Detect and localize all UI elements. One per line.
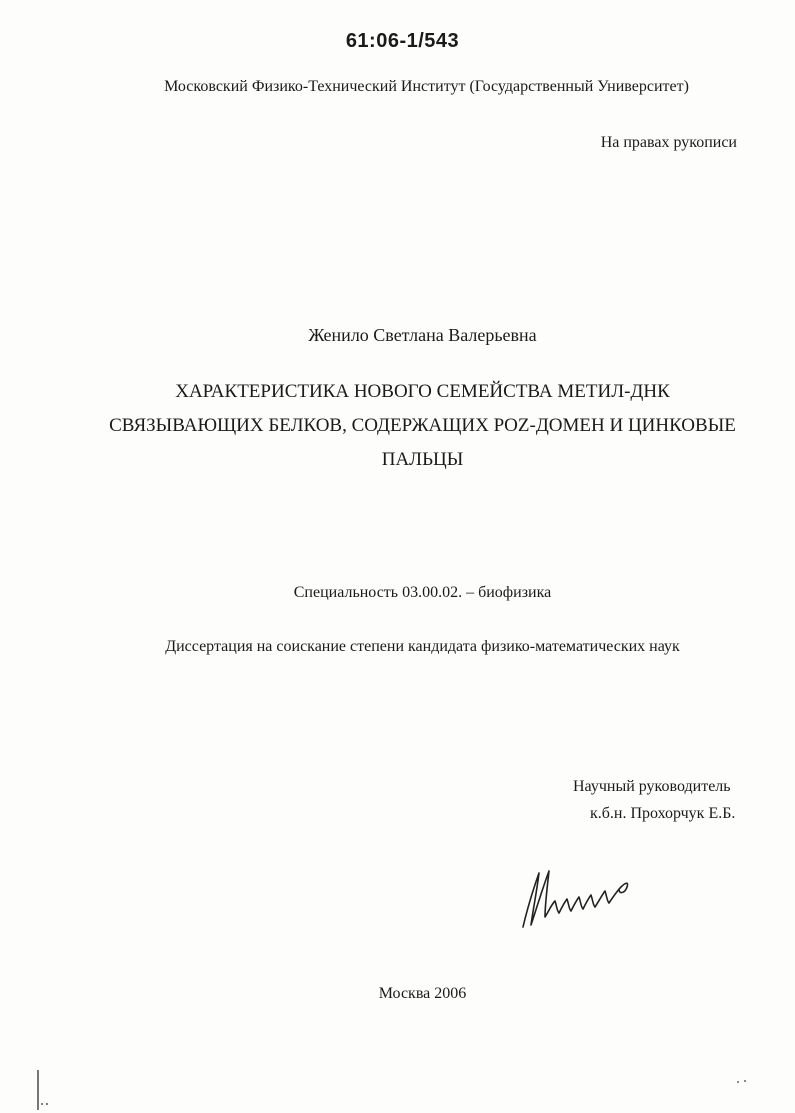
scan-margin-line xyxy=(37,1070,39,1110)
scan-dots xyxy=(40,1102,50,1106)
title-line-1: ХАРАКТЕРИСТИКА НОВОГО СЕМЕЙСТВА МЕТИЛ-ДНК xyxy=(175,381,670,402)
title-line-2: СВЯЗЫВАЮЩИХ БЕЛКОВ, СОДЕРЖАЩИХ POZ-ДОМЕН И ЦИНКОВЫЕ xyxy=(109,415,736,436)
dissertation-title xyxy=(0,375,795,477)
title-line-3: ПАЛЬЦЫ xyxy=(381,449,464,470)
specialty-line: Специальность 03.00.02. – биофизика xyxy=(293,584,552,601)
archive-code: 61:06-1/543 xyxy=(345,30,460,52)
author-name: Женило Светлана Валерьевна xyxy=(308,325,537,345)
manuscript-rights-note: На правах рукописи xyxy=(600,134,737,151)
scan-corner-marks xyxy=(735,1078,749,1086)
city-year: Москва 2006 xyxy=(378,985,467,1002)
handwritten-signature xyxy=(515,855,640,935)
institution-name: Московский Физико-Технический Институт (Государственный Университет) xyxy=(164,78,689,95)
advisor-role: Научный руководитель xyxy=(573,778,731,795)
advisor-name: к.б.н. Прохорчук Е.Б. xyxy=(590,805,736,822)
degree-statement: Диссертация на соискание степени кандидата физико-математических наук xyxy=(165,638,680,655)
